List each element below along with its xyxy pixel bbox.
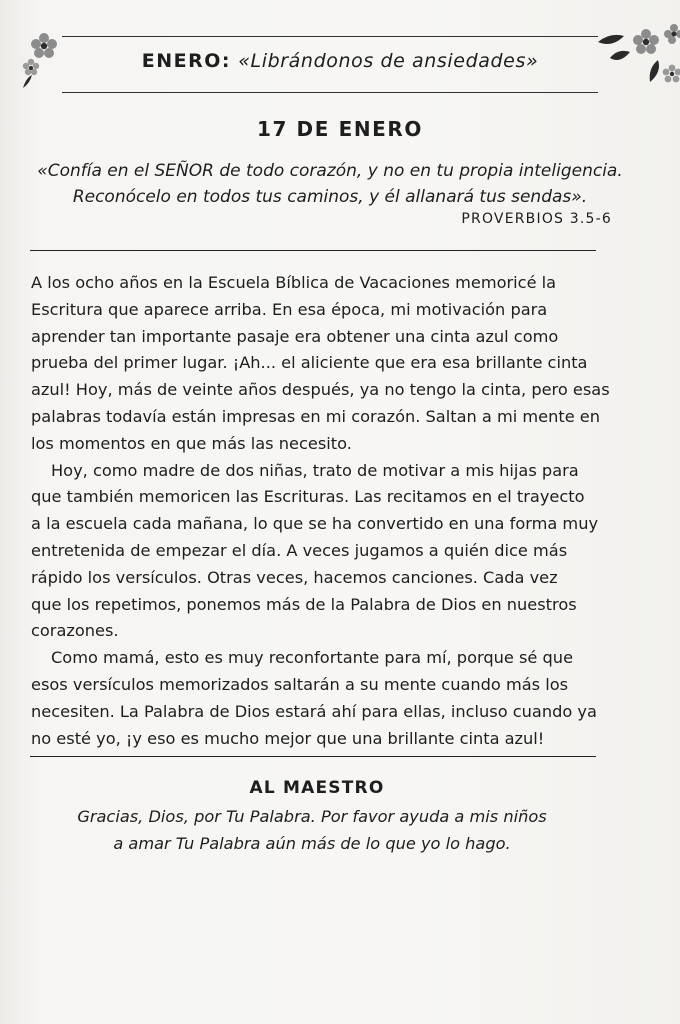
paragraph-2 [31,458,631,646]
chapter-header [0,50,680,72]
text-line: corazones. [31,621,119,641]
text-line: Escritura que aparece arriba. En esa época, mi motivación para [31,299,548,319]
text-line: necesiten. La Palabra de Dios estará ahí para ellas, incluso cuando ya [31,701,597,721]
chapter-theme: «Librándonos de ansiedades» [238,50,539,72]
text-line: entretenida de empezar el día. A veces jugamos a quién dice más [31,540,568,560]
prayer-line: a amar Tu Palabra aún más de lo que yo lo hago. [113,834,511,853]
prayer-line: Gracias, Dios, por Tu Palabra. Por favor ayuda a mis niños [77,807,547,826]
paragraph-1 [31,270,631,458]
text-line: Hoy, como madre de dos niñas, trato de motivar a mis hijas para [51,460,579,480]
text-line: aprender tan importante pasaje era obtener una cinta azul como [31,326,559,346]
chapter-month: ENERO: [141,50,231,72]
text-line: a la escuela cada mañana, lo que se ha convertido en una forma muy [31,514,599,534]
divider-bottom [30,756,596,757]
text-line: azul! Hoy, más de veinte años después, ya no tengo la cinta, pero esas [31,380,610,400]
verse-line: Reconócelo en todos tus caminos, y él allanará tus sendas». [72,187,588,207]
header-bottom-rule [62,92,598,93]
text-line: Como mamá, esto es muy reconfortante para mí, porque sé que [51,648,574,668]
text-line: prueba del primer lugar. ¡Ah... el aliciente que era esa brillante cinta [31,353,588,373]
scripture-verse [20,158,640,210]
header-top-rule [62,36,598,37]
devotional-body [31,270,631,752]
verse-line: «Confía en el SEÑOR de todo corazón, y no en tu propia inteligencia. [37,161,623,181]
divider-top [30,250,596,251]
text-line: que los repetimos, ponemos más de la Palabra de Dios en nuestros [31,594,577,614]
text-line: A los ocho años en la Escuela Bíblica de Vacaciones memoricé la [31,273,557,292]
closing-prayer [0,803,624,857]
entry-date: 17 DE ENERO [256,117,424,141]
text-line: no esté yo, ¡y eso es mucho mejor que una brillante cinta azul! [31,728,545,748]
text-line: palabras todavía están impresas en mi corazón. Saltan a mi mente en [31,406,601,426]
text-line: los momentos en que más las necesito. [31,433,352,453]
text-line: esos versículos memorizados saltarán a su mente cuando más los [31,674,569,694]
text-line: rápido los versículos. Otras veces, hacemos canciones. Cada vez [31,567,558,587]
closing-heading: AL MAESTRO [249,778,385,798]
verse-reference: PROVERBIOS 3.5-6 [461,211,612,227]
paragraph-3 [31,645,631,752]
text-line: que también memoricen las Escrituras. Las recitamos en el trayecto [31,487,585,507]
